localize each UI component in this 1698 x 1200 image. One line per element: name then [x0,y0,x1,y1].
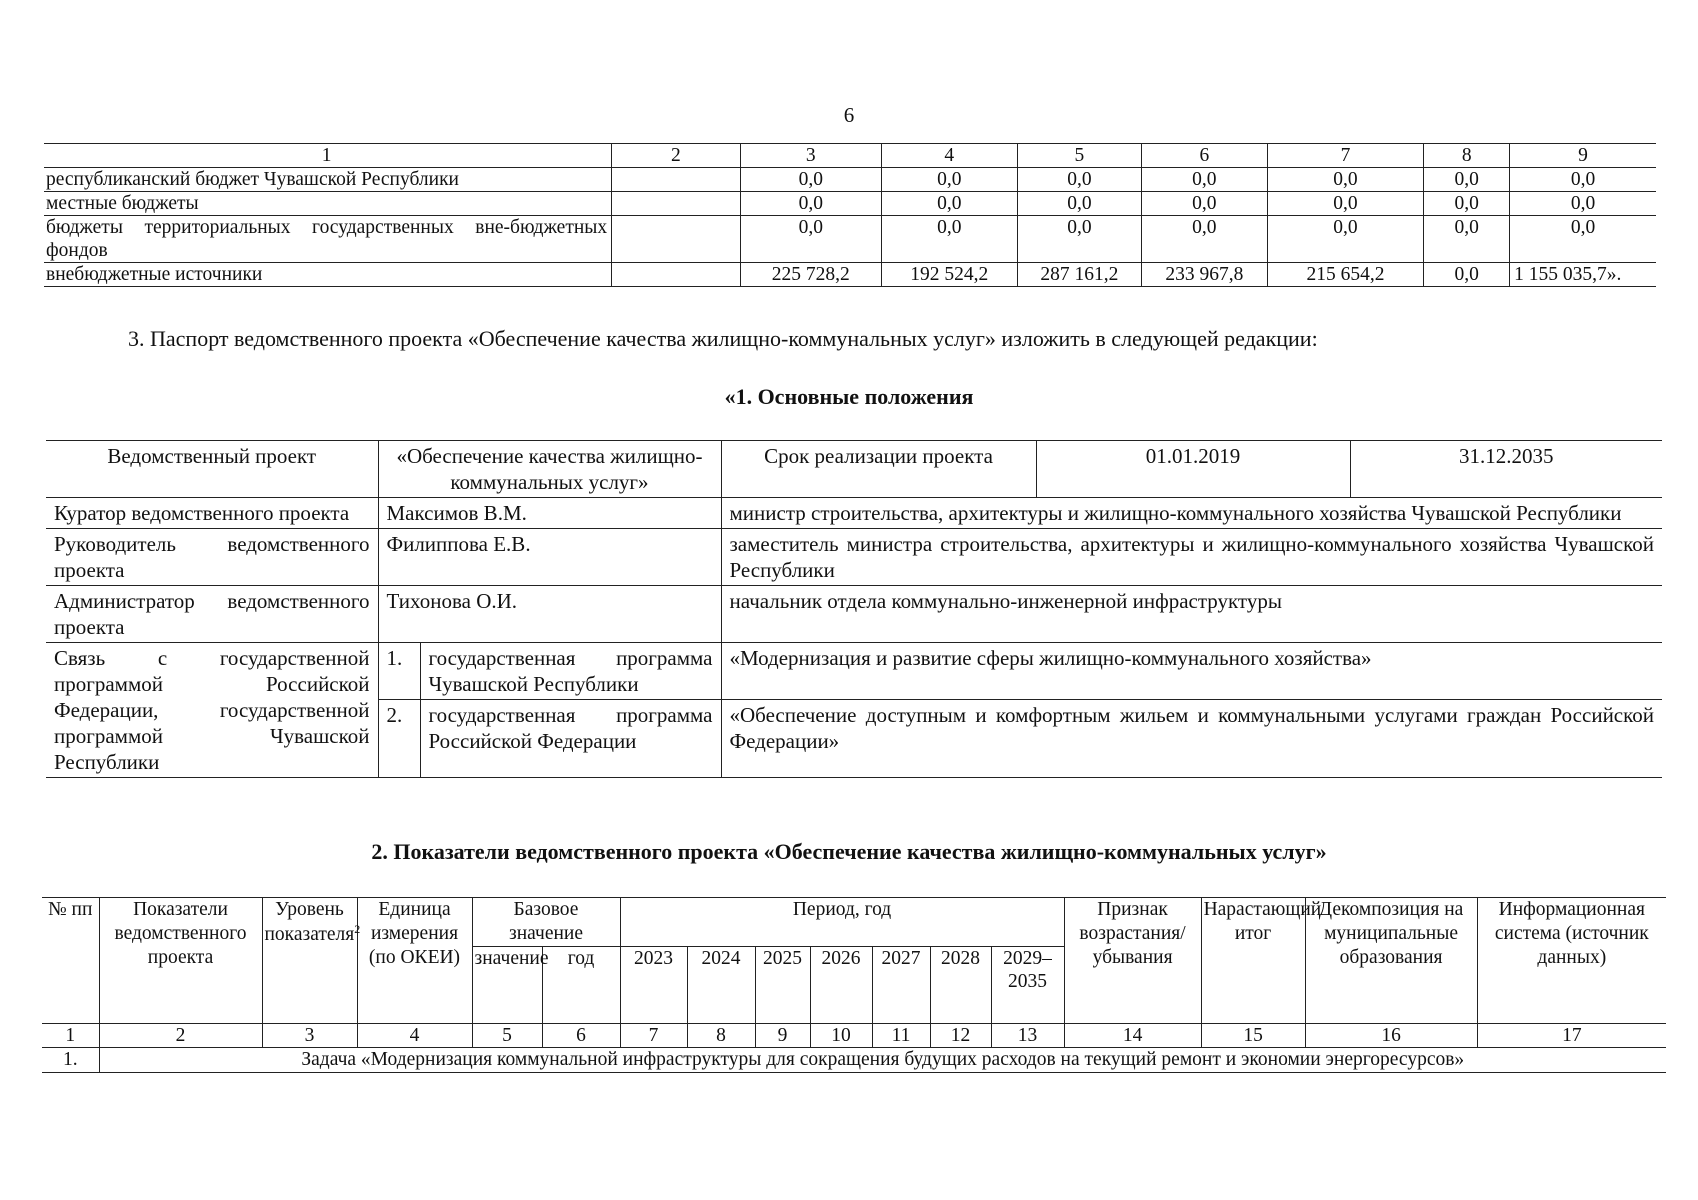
page-number: 6 [843,103,855,127]
table-cell: 0,0 [1017,168,1141,192]
admin-label: Администратор ведомственного проекта [46,586,378,643]
column-number: 1 [42,1023,99,1048]
table-cell: 225 728,2 [740,263,881,287]
financing-table [44,143,1656,287]
header-year: 2023 [620,946,687,1023]
table-cell: 0,0 [1267,168,1424,192]
table-cell: 0,0 [881,192,1017,216]
link-row-1 [46,643,1662,700]
column-number: 3 [262,1023,357,1048]
header-cell: 9 [1510,144,1656,168]
header-cell: 3 [740,144,881,168]
table-cell: 192 524,2 [881,263,1017,287]
curator-name: Максимов В.М. [378,498,721,529]
table-cell: 0,0 [1424,192,1510,216]
table-cell: 0,0 [740,168,881,192]
project-name: «Обеспечение качества жилищно-коммунальных услуг» [378,441,721,498]
header-cell: 5 [1017,144,1141,168]
header-unit: Единица измерения (по ОКЕИ) [357,898,472,1024]
admin-position: начальник отдела коммунально-инженерной инфраструктуры [721,586,1662,643]
section-2-title: 2. Показатели ведомственного проекта «Обеспечение качества жилищно-коммунальных услуг» [371,839,1327,864]
table-row [44,168,1656,192]
header-num: № пп [42,898,99,1024]
head-name: Филиппова Е.В. [378,529,721,586]
header-year: 2029–2035 [991,946,1064,1023]
table-cell: 0,0 [1017,216,1141,263]
link-label: Связь с государственной программой Российской Федерации, государственной программой Чувашской Республики [46,643,378,778]
section-1-title: «1. Основные положения [724,384,974,409]
header-period: Период, год [620,898,1064,947]
table-cell: 0,0 [740,192,881,216]
table-cell: 0,0 [881,168,1017,192]
header-base-value: значение [472,946,542,1023]
header-year: 2024 [687,946,755,1023]
table-cell: 0,0 [1142,192,1267,216]
link-type: государственная программа Российской Федерации [420,700,721,778]
main-provisions-table [46,440,1662,778]
header-sign: Признак возрастания/убывания [1064,898,1201,1024]
start-date: 01.01.2019 [1036,441,1350,498]
header-year: 2026 [810,946,872,1023]
table-cell: 0,0 [1424,216,1510,263]
project-row [46,441,1662,498]
head-label: Руководитель ведомственного проекта [46,529,378,586]
task-text: Задача «Модернизация коммунальной инфраструктуры для сокращения будущих расходов на текущий ремонт и экономии энергоресурсов» [99,1048,1666,1073]
header-year: 2027 [872,946,930,1023]
column-number: 5 [472,1023,542,1048]
column-numbers-row [42,1023,1666,1048]
curator-label: Куратор ведомственного проекта [46,498,378,529]
link-type: государственная программа Чувашской Республики [420,643,721,700]
table-row [44,216,1656,263]
table-cell: 287 161,2 [1017,263,1141,287]
table-cell [612,168,741,192]
table-cell: 0,0 [1424,168,1510,192]
column-number: 16 [1305,1023,1477,1048]
row-label: республиканский бюджет Чувашской Республики [44,168,612,192]
column-number: 10 [810,1023,872,1048]
link-program-name: «Обеспечение доступным и комфортным жильем и коммунальными услугами граждан Российской Федерации» [721,700,1662,778]
row-label: внебюджетные источники [44,263,612,287]
header-year: 2028 [930,946,991,1023]
table-cell [612,192,741,216]
table-cell: 0,0 [1510,192,1656,216]
header-cell: 4 [881,144,1017,168]
column-number: 14 [1064,1023,1201,1048]
column-number: 8 [687,1023,755,1048]
link-num: 1. [378,643,420,700]
curator-position: министр строительства, архитектуры и жилищно-коммунального хозяйства Чувашской Республики [721,498,1662,529]
table-cell: 0,0 [740,216,881,263]
project-label: Ведомственный проект [46,441,378,498]
header-cell: 8 [1424,144,1510,168]
table-cell: 0,0 [1267,216,1424,263]
table-cell: 0,0 [1267,192,1424,216]
end-date: 31.12.2035 [1350,441,1662,498]
column-number: 11 [872,1023,930,1048]
header-cell: 1 [44,144,612,168]
link-num: 2. [378,700,420,778]
header-cumulative: Нарастающий итог [1201,898,1305,1024]
header-info-system: Информационная система (источник данных) [1477,898,1666,1024]
table-cell: 1 155 035,7». [1510,263,1656,287]
table-cell [612,216,741,263]
indicators-header-row [42,898,1666,947]
table-cell: 0,0 [1510,216,1656,263]
link-program-name: «Модернизация и развитие сферы жилищно-коммунального хозяйства» [721,643,1662,700]
header-cell: 7 [1267,144,1424,168]
table-cell: 0,0 [1510,168,1656,192]
task-row [42,1048,1666,1073]
column-number: 7 [620,1023,687,1048]
financing-header-row [44,144,1656,168]
header-decomposition: Декомпозиция на муниципальные образования [1305,898,1477,1024]
paragraph-3: 3. Паспорт ведомственного проекта «Обеспечение качества жилищно-коммунальных услуг» изложить в следующей редакции: [128,326,1318,351]
row-label: бюджеты территориальных государственных вне-бюджетных фондов [44,216,612,263]
column-number: 6 [542,1023,620,1048]
column-number: 17 [1477,1023,1666,1048]
column-number: 9 [755,1023,810,1048]
column-number: 12 [930,1023,991,1048]
column-number: 2 [99,1023,262,1048]
table-cell: 215 654,2 [1267,263,1424,287]
table-cell: 0,0 [1017,192,1141,216]
column-number: 15 [1201,1023,1305,1048]
column-number: 4 [357,1023,472,1048]
table-cell: 233 967,8 [1142,263,1267,287]
admin-row [46,586,1662,643]
term-label: Срок реализации проекта [721,441,1036,498]
column-number: 13 [991,1023,1064,1048]
task-num: 1. [42,1048,99,1073]
table-cell [612,263,741,287]
indicators-table [42,897,1666,1073]
header-cell: 6 [1142,144,1267,168]
table-cell: 0,0 [1142,168,1267,192]
header-base: Базовое значение [472,898,620,947]
header-base-year: год [542,946,620,1023]
header-cell: 2 [612,144,741,168]
head-position: заместитель министра строительства, архитектуры и жилищно-коммунального хозяйства Чувашской Республики [721,529,1662,586]
table-row [44,263,1656,287]
curator-row [46,498,1662,529]
admin-name: Тихонова О.И. [378,586,721,643]
table-cell: 0,0 [881,216,1017,263]
header-level: Уровень показателя$^2$ [262,898,357,1024]
header-year: 2025 [755,946,810,1023]
table-cell: 0,0 [1142,216,1267,263]
row-label: местные бюджеты [44,192,612,216]
header-indicators: Показатели ведомственного проекта [99,898,262,1024]
head-row [46,529,1662,586]
table-row [44,192,1656,216]
table-cell: 0,0 [1424,263,1510,287]
